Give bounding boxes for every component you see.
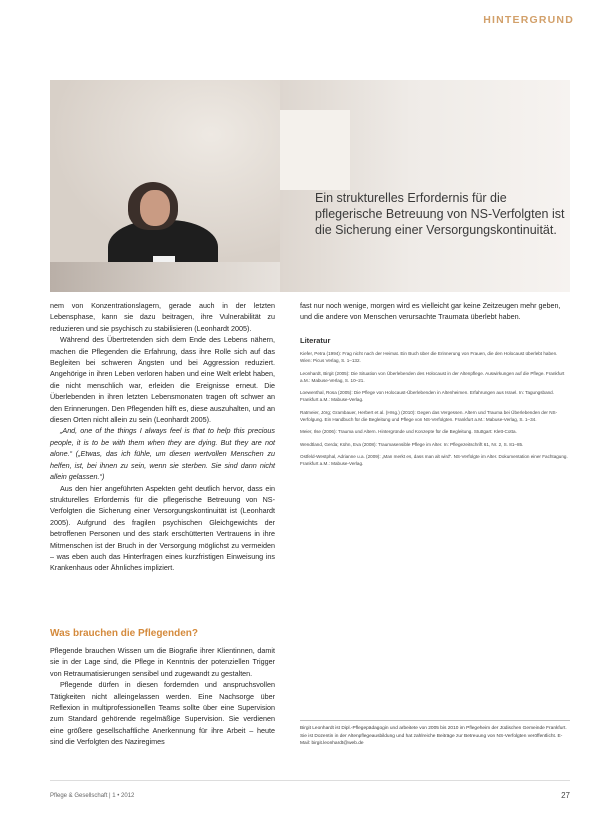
section-heading: Was brauchen die Pflegenden? — [50, 628, 198, 639]
footer-divider — [50, 780, 570, 781]
author-bio: Birgit Leonhardt ist Dipl.-Pflegepädagogin und arbeitete von 2005 bis 2010 im Pflegeheim der Jüdischen Gemeinde Frankfurt. Sie ist Dozentin in der Altenpflegeausbildung und hat zahlreiche Beiträge zur Betreuung von NS-Verfolgten veröffentlicht. E-Mail: birgit.leonhardt@web.de — [300, 726, 567, 746]
article-photo — [50, 80, 280, 262]
photo-lower — [50, 262, 280, 292]
literature-item: Loewenthal, Rosa (2005): Die Pflege von Holocaust-Überlebenden in Altenheimen. Erfahrungen aus Israel. In: Tagungsband. Frankfurt a.M.: Mabuse-Verlag. — [300, 390, 555, 403]
literature-heading: Literatur — [300, 336, 331, 345]
section-body — [50, 645, 275, 748]
photo-background — [280, 80, 570, 292]
literature-item: Wendtland, Gerda; Kühn, Eva (2008): Traumasensible Pflege im Alter. In: Pflegezeitschrift 61, Nr. 2, S. 81–85. — [300, 441, 524, 447]
paragraph: Pflegende dürfen in diesen fordernden und anspruchsvollen Tätigkeiten nicht alleingelassen werden. Eine Nachsorge über Reflexion in multiprofessionellen Teams sollte über eine Supervision zum Standard gehörende regelmäßige Supervision. Sie verdienen eine größere gesellschaftliche Anerkennung für ihre Arbeit – heute sind die Verfolgten des Naziregimes — [50, 680, 275, 747]
literature-item: Ratmeier, Jörg; Grambauer, Herbert et al. (Hrsg.) (2010): Gegen das Vergessen. Altern und Trauma bei Überlebenden der NS-Verfolgung. Ein Handbuch für die Begleitung und Pflege von NS-Verfolgten. Frankfurt a.M.: Mabuse-Verlag, S. 1–34. — [300, 409, 558, 423]
photo-board — [280, 110, 350, 190]
journal-footer: Pflege & Gesellschaft | 1 • 2012 — [50, 793, 135, 799]
pull-quote: Ein strukturelles Erfordernis für die pflegerische Betreuung von NS-Verfolgten ist die Sicherung einer Versorgungskontinuität. — [315, 191, 565, 237]
literature-list — [300, 350, 570, 473]
literature-item: Ostfeld-Westphal, Adrianne u.a. (2009): „Man merkt es, dass man alt wird“. NS-Verfolgte im Alter. Dokumentation einer Fachtagung. Frankfurt a.M.: Mabuse-Verlag. — [300, 453, 568, 467]
paragraph: Pflegende brauchen Wissen um die Biografie ihrer Klientinnen, damit sie in der Lage sind, die Pflege in Kenntnis der potenziellen Trigger von Retraumatisierungen sensibel und zugewandt zu gestalten. — [50, 646, 275, 678]
paragraph: Während des Übertretenden sich dem Ende des Lebens nähern, machen die Pflegenden die Erfahrung, dass ihre Rolle sich auf das Begleiten bei schweren Ängsten und bei Aggression reduziert. Angehörige in ihren Leben verloren haben und eine Welt erlebt haben, die nicht menschlich war, erleiden die Ereignisse erneut. Die Überlebenden in ihren letzten Lebensmonaten tragen oft schwer an den Erinnerungen. Den Pflegenden hilft es, diese auszuhalten, und an diesen Orten nicht allein zu sein (Leonhardt 2005). — [50, 335, 275, 425]
divider — [300, 720, 570, 721]
paragraph: nem von Konzentrationslagern, gerade auch in der letzten Lebensphase, kann sie dazu beitragen, ihre Vulnerabilität zu reduzieren und sie psychisch zu stabilisieren (Leonhardt 2005). — [50, 301, 275, 333]
page-number: 27 — [561, 791, 570, 800]
right-column-continuation: fast nur noch wenige, morgen wird es vielleicht gar keine Zeitzeugen mehr geben, und die andere von Menschen verursachte Traumata überlebt haben. — [300, 301, 561, 322]
quote-paragraph: „And, one of the things I always feel is that to help this precious people, it is to be with them when they are dying. But they are not alone.“ („Etwas, das ich fühle, um diesen wertvollen Menschen zu helfen, ist, bei ihnen zu sein, wenn sie sterben. Sie sind dann nicht allein gelassen.“) — [50, 426, 275, 482]
literature-item: Leonhardt, Birgit (2005): Die Situation von Überlebenden des Holocaust in der Altenpflege. Auswirkungen auf die Pflege. Frankfurt a.M.: Mabuse-Verlag, S. 10–21. — [300, 370, 565, 383]
left-column — [50, 300, 275, 574]
paragraph: Aus den hier angeführten Aspekten geht deutlich hervor, dass ein strukturelles Erfordernis für die pflegerische Betreuung von NS-Verfolgten die Sicherung einer Versorgungskontinuität ist (Leonhardt 2005). Aufgrund des fragilen psychischen Gleichgewichts der betroffenen Personen und des stark erschütterten Vertrauens in ihre Mitmenschen ist der Bruch in der Versorgung möglichst zu vermeiden – was eben auch das Hinterfragen eines kurzfristigen Einweisung ins Krankenhaus oder Ähnliches impliziert. — [50, 483, 275, 573]
page-header — [0, 0, 590, 30]
literature-item: Meier, Ilse (2006): Trauma und Altern. Hintergründe und Konzepte für die Begleitung. Stuttgart: Klett-Cotta. — [300, 429, 517, 435]
section-label: HINTERGRUND — [483, 14, 574, 26]
literature-item: Kiefer, Petra (1994): Frag nicht nach der Heimat. Ein Buch über die Erinnerung von Frauen, die den Holocaust überlebt haben. Wien: Picus Verlag, S. 1–132. — [300, 351, 558, 364]
